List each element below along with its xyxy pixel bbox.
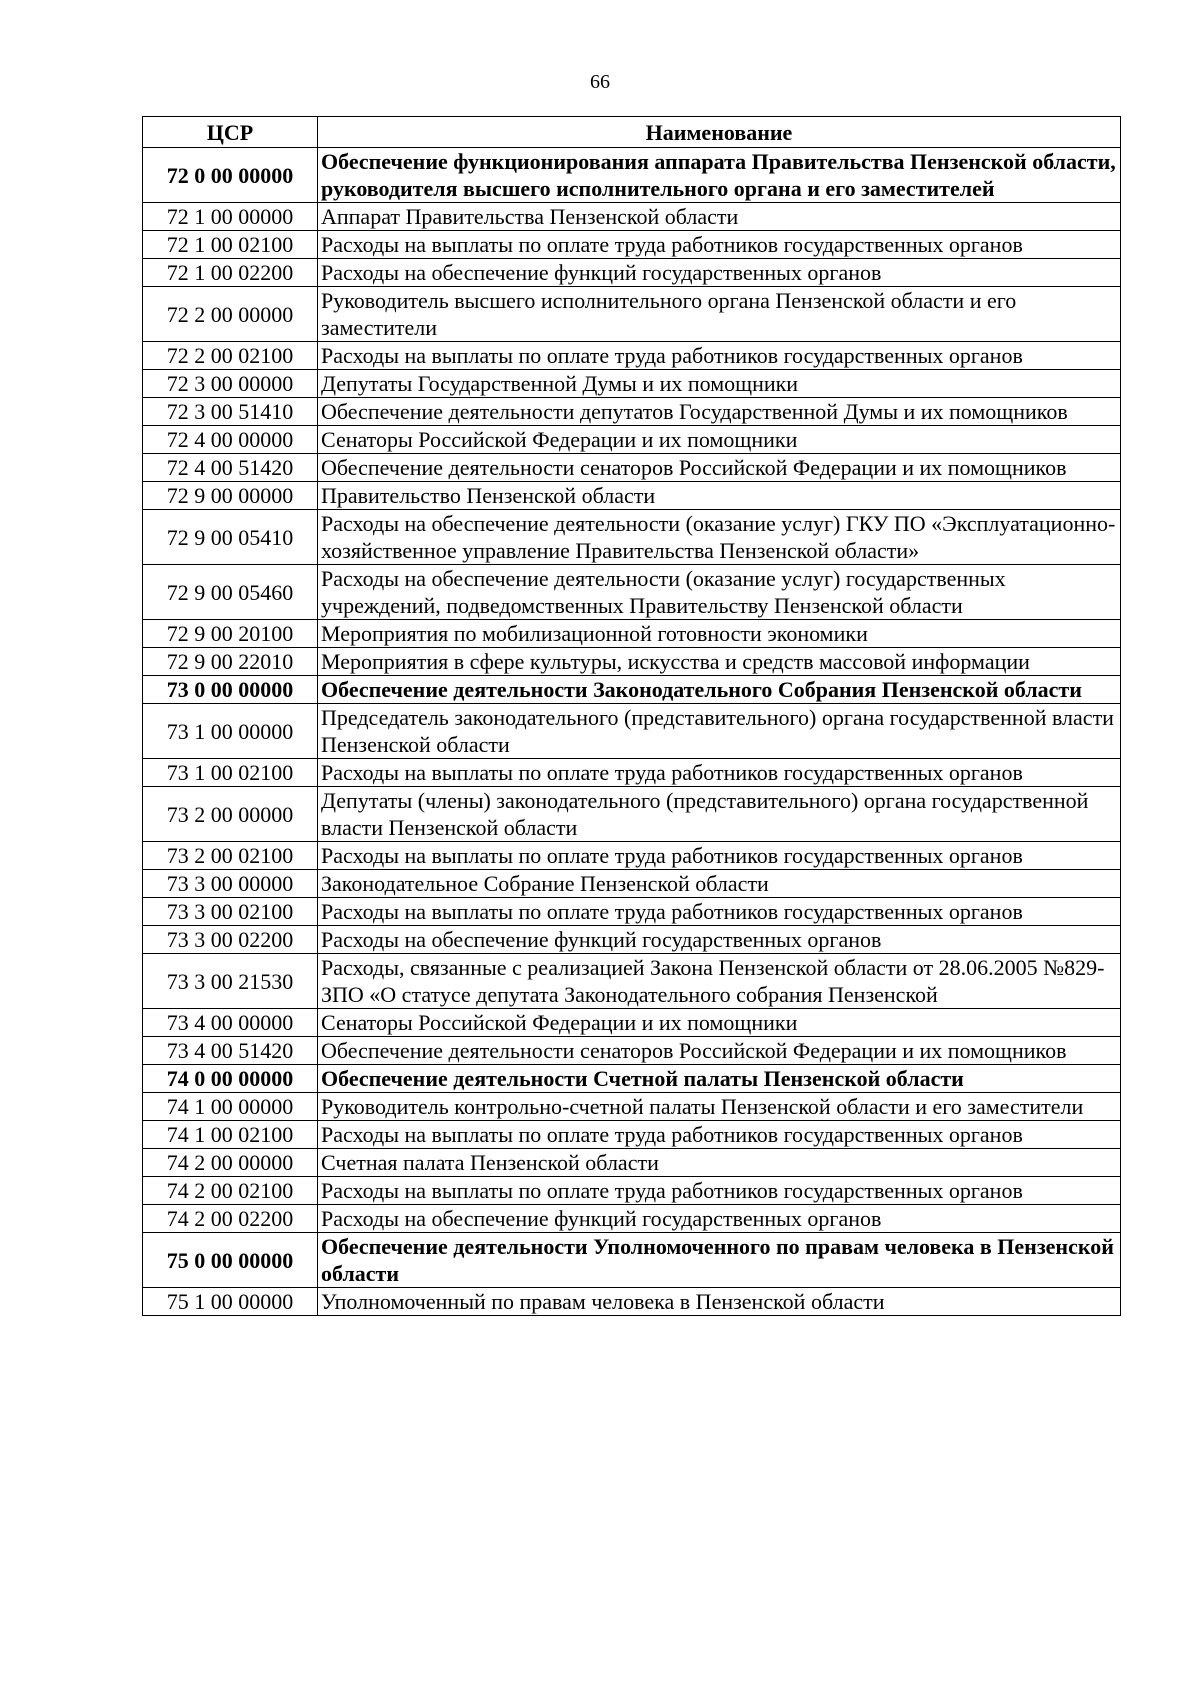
row-code: 72 4 00 00000 [143, 426, 318, 454]
row-name: Аппарат Правительства Пензенской области [318, 203, 1121, 231]
row-name: Обеспечение деятельности сенаторов Российской Федерации и их помощников [318, 1037, 1121, 1065]
row-name: Обеспечение деятельности Законодательного Собрания Пензенской области [318, 676, 1121, 704]
row-code: 72 0 00 00000 [143, 148, 318, 203]
row-name: Расходы на выплаты по оплате труда работников государственных органов [318, 1121, 1121, 1149]
row-code: 72 3 00 00000 [143, 370, 318, 398]
table-row [143, 287, 1121, 342]
page-number: 66 [590, 71, 610, 93]
row-name: Расходы на выплаты по оплате труда работников государственных органов [318, 759, 1121, 787]
row-code: 74 0 00 00000 [143, 1065, 318, 1093]
row-code: 73 2 00 00000 [143, 787, 318, 842]
row-code: 72 9 00 05410 [143, 510, 318, 565]
row-name: Расходы на выплаты по оплате труда работников государственных органов [318, 342, 1121, 370]
table-row [143, 648, 1121, 676]
row-code: 73 3 00 02200 [143, 926, 318, 954]
table-row [143, 926, 1121, 954]
table-row [143, 370, 1121, 398]
table-row [143, 148, 1121, 203]
row-code: 73 3 00 00000 [143, 870, 318, 898]
table-row [143, 1205, 1121, 1233]
row-name: Обеспечение деятельности Уполномоченного по правам человека в Пензенской области [318, 1233, 1121, 1288]
table-row [143, 842, 1121, 870]
row-code: 72 1 00 00000 [143, 203, 318, 231]
row-name: Расходы на обеспечение деятельности (оказание услуг) государственных учреждений, подведомственных Правительству Пензенской области [318, 565, 1121, 620]
row-code: 72 9 00 20100 [143, 620, 318, 648]
table-row [143, 1149, 1121, 1177]
row-name: Руководитель высшего исполнительного органа Пензенской области и его заместители [318, 287, 1121, 342]
row-code: 74 2 00 02200 [143, 1205, 318, 1233]
table-row [143, 342, 1121, 370]
column-header-name: Наименование [318, 117, 1121, 148]
row-name: Сенаторы Российской Федерации и их помощники [318, 426, 1121, 454]
row-code: 73 3 00 02100 [143, 898, 318, 926]
row-code: 73 2 00 02100 [143, 842, 318, 870]
row-code: 73 4 00 00000 [143, 1009, 318, 1037]
table-row [143, 898, 1121, 926]
row-name: Председатель законодательного (представительного) органа государственной власти Пензенской области [318, 704, 1121, 759]
table-row [143, 231, 1121, 259]
row-name: Счетная палата Пензенской области [318, 1149, 1121, 1177]
row-code: 73 1 00 00000 [143, 704, 318, 759]
table-row [143, 1121, 1121, 1149]
row-name: Расходы, связанные с реализацией Закона Пензенской области от 28.06.2005 №829-ЗПО «О статусе депутата Законодательного собрания Пензенской [318, 954, 1121, 1009]
table-row [143, 1233, 1121, 1288]
row-name: Расходы на обеспечение функций государственных органов [318, 926, 1121, 954]
row-name: Расходы на выплаты по оплате труда работников государственных органов [318, 1177, 1121, 1205]
row-code: 74 1 00 00000 [143, 1093, 318, 1121]
row-name: Обеспечение деятельности Счетной палаты Пензенской области [318, 1065, 1121, 1093]
row-name: Мероприятия в сфере культуры, искусства и средств массовой информации [318, 648, 1121, 676]
table-row [143, 1037, 1121, 1065]
table-body [143, 148, 1121, 1316]
row-name: Депутаты (члены) законодательного (представительного) органа государственной власти Пензенской области [318, 787, 1121, 842]
table-row [143, 870, 1121, 898]
row-code: 72 3 00 51410 [143, 398, 318, 426]
table-row [143, 203, 1121, 231]
row-name: Расходы на выплаты по оплате труда работников государственных органов [318, 898, 1121, 926]
table-row [143, 620, 1121, 648]
row-code: 72 4 00 51420 [143, 454, 318, 482]
row-code: 73 4 00 51420 [143, 1037, 318, 1065]
row-name: Законодательное Собрание Пензенской области [318, 870, 1121, 898]
column-header-code: ЦСР [143, 117, 318, 148]
row-name: Руководитель контрольно-счетной палаты Пензенской области и его заместители [318, 1093, 1121, 1121]
row-name: Сенаторы Российской Федерации и их помощники [318, 1009, 1121, 1037]
row-code: 75 1 00 00000 [143, 1288, 318, 1316]
table-row [143, 1009, 1121, 1037]
row-name: Расходы на обеспечение деятельности (оказание услуг) ГКУ ПО «Эксплуатационно-хозяйственное управление Правительства Пензенской области» [318, 510, 1121, 565]
row-name: Расходы на обеспечение функций государственных органов [318, 1205, 1121, 1233]
row-name: Расходы на выплаты по оплате труда работников государственных органов [318, 842, 1121, 870]
row-code: 72 9 00 22010 [143, 648, 318, 676]
budget-classification-table [142, 116, 1121, 1316]
table-row [143, 454, 1121, 482]
row-name: Мероприятия по мобилизационной готовности экономики [318, 620, 1121, 648]
table-row [143, 954, 1121, 1009]
row-code: 72 2 00 00000 [143, 287, 318, 342]
row-code: 72 2 00 02100 [143, 342, 318, 370]
row-name: Обеспечение деятельности сенаторов Российской Федерации и их помощников [318, 454, 1121, 482]
row-code: 73 3 00 21530 [143, 954, 318, 1009]
table-row [143, 676, 1121, 704]
row-name: Обеспечение деятельности депутатов Государственной Думы и их помощников [318, 398, 1121, 426]
table-row [143, 510, 1121, 565]
row-code: 74 2 00 02100 [143, 1177, 318, 1205]
table-row [143, 1177, 1121, 1205]
row-code: 75 0 00 00000 [143, 1233, 318, 1288]
row-name: Правительство Пензенской области [318, 482, 1121, 510]
table-row [143, 565, 1121, 620]
table-row [143, 1093, 1121, 1121]
table-row [143, 787, 1121, 842]
row-name: Депутаты Государственной Думы и их помощники [318, 370, 1121, 398]
table-row [143, 1065, 1121, 1093]
row-code: 72 9 00 00000 [143, 482, 318, 510]
row-code: 73 0 00 00000 [143, 676, 318, 704]
row-code: 74 2 00 00000 [143, 1149, 318, 1177]
row-name: Расходы на обеспечение функций государственных органов [318, 259, 1121, 287]
row-name: Расходы на выплаты по оплате труда работников государственных органов [318, 231, 1121, 259]
table-row [143, 398, 1121, 426]
table-row [143, 426, 1121, 454]
table-header-row [143, 117, 1121, 148]
row-code: 72 1 00 02200 [143, 259, 318, 287]
table-row [143, 482, 1121, 510]
row-name: Уполномоченный по правам человека в Пензенской области [318, 1288, 1121, 1316]
row-code: 72 9 00 05460 [143, 565, 318, 620]
table-row [143, 704, 1121, 759]
row-code: 73 1 00 02100 [143, 759, 318, 787]
table-row [143, 759, 1121, 787]
table-row [143, 1288, 1121, 1316]
row-code: 74 1 00 02100 [143, 1121, 318, 1149]
table-row [143, 259, 1121, 287]
row-code: 72 1 00 02100 [143, 231, 318, 259]
row-name: Обеспечение функционирования аппарата Правительства Пензенской области, руководителя высшего исполнительного органа и его заместителей [318, 148, 1121, 203]
